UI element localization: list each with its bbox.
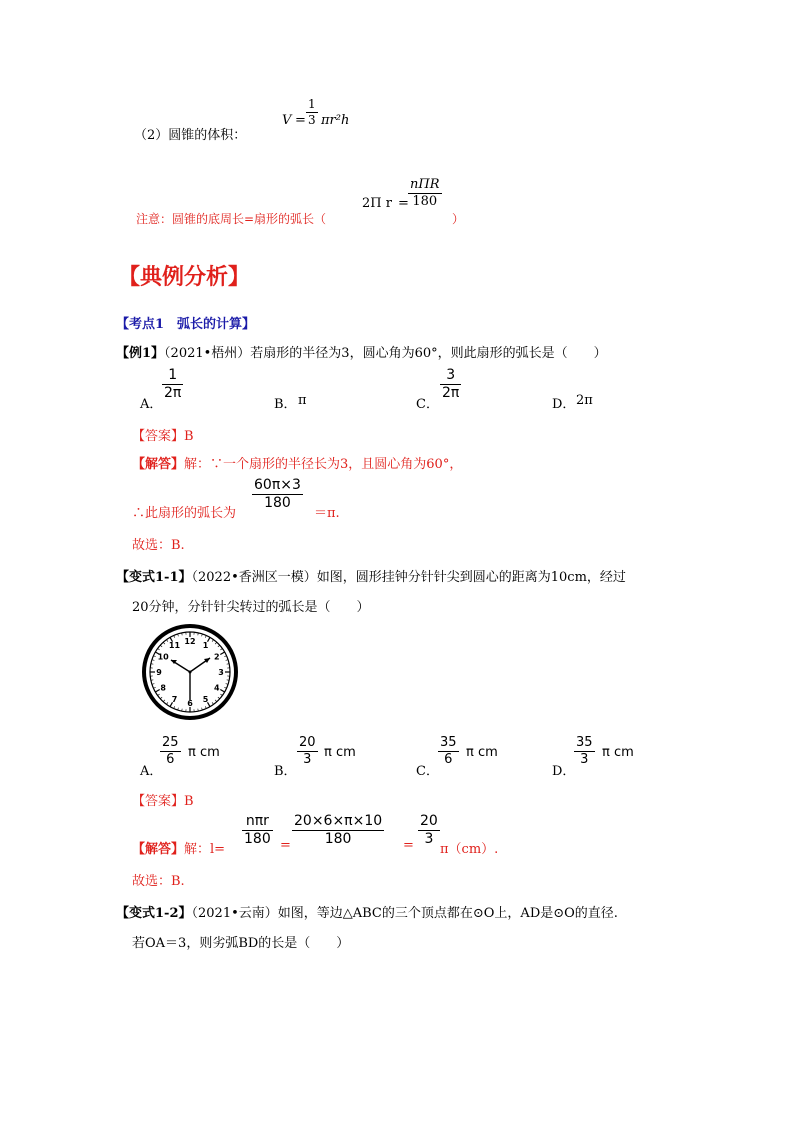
- v1-option-b-den: 3: [303, 751, 312, 767]
- ex1-option-d-text: 2π: [576, 393, 593, 408]
- example1-text: （2021•梧州）若扇形的半径为3，圆心角为60°，则此扇形的弧长是（ ）: [164, 346, 607, 361]
- v1-option-c-num: 35: [440, 735, 457, 750]
- v1-option-d-fraction: [574, 736, 595, 766]
- note-fraction: [408, 178, 442, 208]
- example1-label: 【例1】: [116, 346, 165, 361]
- v1-solution-fraction-2: [292, 814, 384, 846]
- ex1-option-c-pi: π: [450, 384, 460, 401]
- v1-conclusion: 故选：B.: [132, 874, 185, 889]
- v1-option-c-unit: π cm: [466, 745, 498, 760]
- v1-eq2: =: [403, 838, 414, 853]
- cone-volume-label: （2）圆锥的体积：: [134, 128, 247, 143]
- ex1-option-c-num: 3: [446, 367, 456, 383]
- variant2-text1: （2021•云南）如图，等边△ABC的三个顶点都在⊙O上，AD是⊙O的直径.: [191, 906, 618, 921]
- v1-solution-prefix: [132, 838, 225, 857]
- v1-option-d-den: 3: [580, 751, 589, 767]
- ex1-option-a-letter: A．: [140, 397, 163, 412]
- ex1-option-b-letter: B．: [274, 397, 297, 412]
- formula-eq: =: [295, 113, 306, 128]
- ex1-option-a-num: 1: [168, 367, 178, 383]
- ex1-option-c-letter: C．: [416, 397, 439, 412]
- clock-num-1: 1: [202, 641, 209, 651]
- clock-num-8: 8: [160, 683, 166, 693]
- formula-rhs: πr²h: [321, 113, 350, 128]
- v1-solution-label: 【解答】: [132, 842, 185, 857]
- ex1-option-c-den: [440, 386, 461, 401]
- v1-option-c-den: 6: [444, 751, 453, 767]
- v1-option-b-num: 20: [299, 735, 316, 750]
- v1-option-a-den: 6: [166, 751, 175, 767]
- note-lhs: 2Π r: [362, 196, 392, 211]
- v1-solution-prefix-text: 解：l=: [184, 842, 226, 857]
- v1-option-b-unit: π cm: [324, 745, 356, 760]
- cone-frac-num: 1: [308, 97, 316, 111]
- v1-f1-num: nπr: [245, 813, 269, 829]
- ex1-solution-line2-suffix: ＝π.: [314, 506, 340, 521]
- variant1-question-line2: 20分钟，分针针尖转过的弧长是（ ）: [132, 600, 370, 615]
- ex1-solution-line2-prefix: ∴此扇形的弧长为: [132, 506, 237, 521]
- example1-question: [116, 342, 607, 361]
- variant1-text1: （2022•香洲区一模）如图，圆形挂钟分针针尖到圆心的距离为10cm，经过: [191, 570, 626, 585]
- variant1-question-line1: [116, 566, 626, 585]
- ex1-conclusion: 故选：B.: [132, 538, 185, 553]
- ex1-solution-frac-den: 180: [264, 494, 291, 511]
- ex1-solution-label: 【解答】: [132, 457, 185, 472]
- ex1-solution-fraction: [252, 478, 303, 510]
- v1-option-d-letter: D．: [552, 764, 576, 779]
- clock-num-2: 2: [214, 652, 220, 662]
- note-eq: =: [398, 196, 409, 211]
- clock-num-12: 12: [184, 637, 196, 646]
- v1-answer: 【答案】B: [132, 794, 194, 809]
- note-close: ）: [452, 212, 465, 226]
- note-frac-num: nΠR: [410, 177, 440, 192]
- clock-num-7: 7: [171, 694, 178, 704]
- variant2-question-line1: [116, 902, 618, 921]
- v1-option-a-num: 25: [162, 735, 179, 750]
- v1-option-b-fraction: [297, 736, 318, 766]
- v1-eq1: =: [280, 838, 291, 853]
- v1-option-b-letter: B．: [274, 764, 297, 779]
- clock-num-9: 9: [156, 668, 162, 677]
- v1-option-a-unit: π cm: [188, 745, 220, 760]
- cone-fraction: [306, 98, 318, 126]
- ex1-option-a-den-value: 2: [164, 384, 173, 401]
- v1-f2-num: 20×6×π×10: [294, 813, 383, 829]
- ex1-solution-frac-num: 60π×3: [254, 477, 301, 493]
- ex1-solution-text1: 解：∵一个扇形的半径长为3，且圆心角为60°，: [184, 457, 463, 472]
- ex1-answer: 【答案】B: [132, 429, 194, 444]
- clock-num-11: 11: [168, 641, 181, 651]
- variant1-label: 【变式1-1】: [116, 570, 192, 585]
- v1-f3-num: 20: [420, 813, 438, 829]
- v1-option-c-letter: C．: [416, 764, 439, 779]
- v1-solution-suffix: π（cm）.: [440, 842, 499, 857]
- clock-num-3: 3: [218, 668, 224, 677]
- ex1-option-b-text: π: [298, 393, 307, 408]
- v1-option-d-unit: π cm: [602, 745, 634, 760]
- clock-illustration: [140, 622, 240, 722]
- variant2-question-line2: 若OA＝3，则劣弧BD的长是（ ）: [132, 936, 350, 951]
- ex1-option-a-pi: π: [172, 384, 182, 401]
- ex1-option-d-letter: D．: [552, 397, 576, 412]
- formula-v: V: [282, 113, 292, 128]
- v1-option-a-letter: A．: [140, 764, 163, 779]
- section-title: 【典例分析】: [118, 264, 251, 290]
- v1-f1-den: 180: [244, 830, 271, 847]
- variant2-label: 【变式1-2】: [116, 906, 192, 921]
- clock-num-10: 10: [157, 652, 169, 662]
- cone-frac-den: 3: [308, 112, 316, 127]
- topic-title: 【考点1 弧长的计算】: [116, 317, 256, 332]
- clock-num-6: 6: [187, 699, 193, 708]
- v1-solution-fraction-3: [418, 814, 440, 846]
- v1-option-c-fraction: [438, 736, 459, 766]
- v1-option-a-fraction: [160, 736, 181, 766]
- ex1-solution-line1: [132, 453, 462, 472]
- ex1-option-a-fraction: [162, 368, 183, 400]
- note-text: 注意：圆锥的底周长=扇形的弧长（: [136, 212, 327, 226]
- clock-num-5: 5: [202, 694, 209, 704]
- v1-f2-den: 180: [324, 830, 352, 847]
- ex1-option-c-fraction: [440, 368, 461, 400]
- v1-option-d-num: 35: [576, 735, 593, 750]
- note-frac-den: 180: [412, 193, 438, 209]
- v1-f3-den: 3: [424, 830, 434, 847]
- ex1-option-a-den: [162, 386, 183, 401]
- v1-solution-fraction-1: [242, 814, 273, 846]
- clock-center: [189, 671, 192, 674]
- clock-num-4: 4: [214, 683, 220, 693]
- ex1-option-c-den-value: 2: [442, 384, 451, 401]
